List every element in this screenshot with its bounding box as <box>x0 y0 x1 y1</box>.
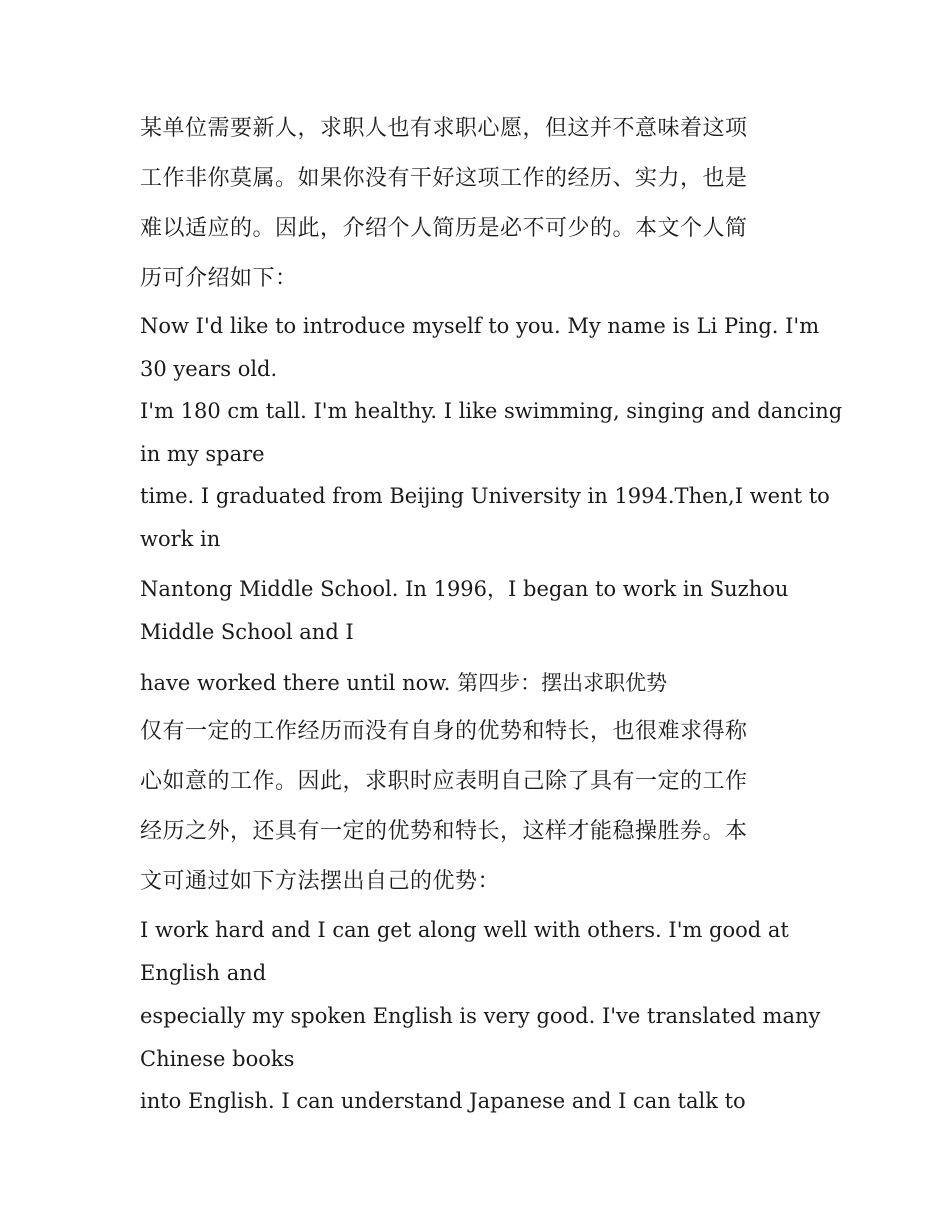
text-line: 文可通过如下方法摆出自己的优势： <box>140 869 501 894</box>
paragraph-intro-chinese <box>140 104 820 304</box>
text-line: English and <box>140 961 267 985</box>
paragraph-self-introduction <box>140 305 820 391</box>
paragraph-work-history <box>140 568 820 654</box>
text-line: Now I'd like to introduce myself to you. My name is Li Ping. I'm <box>140 314 820 338</box>
paragraph-hobbies <box>140 390 843 476</box>
text-line: 30 years old. <box>140 357 278 381</box>
text-line: especially my spoken English is very good. I've translated many <box>140 1004 821 1028</box>
paragraph-english-skills <box>140 995 820 1081</box>
text-line: time. I graduated from Beijing University in 1994.Then,I went to <box>140 484 830 508</box>
text-line: work in <box>140 527 221 551</box>
text-line: 仅有一定的工作经历而没有自身的优势和特长，也很难求得称 <box>140 719 748 744</box>
text-line: Chinese books <box>140 1047 295 1071</box>
text-line: 经历之外，还具有一定的优势和特长，这样才能稳操胜券。本 <box>140 819 748 844</box>
text-line: have worked there until now. 第四步：摆出求职优势 <box>140 671 668 695</box>
text-line: 某单位需要新人，求职人也有求职心愿，但这并不意味着这项 <box>140 116 748 141</box>
text-line: I'm 180 cm tall. I'm healthy. I like swimming, singing and dancing <box>140 399 843 423</box>
text-line: Middle School and I <box>140 620 354 644</box>
paragraph-japanese-skills <box>140 1080 820 1123</box>
text-line: 历可介绍如下： <box>140 266 298 291</box>
text-line: I work hard and I can get along well with others. I'm good at <box>140 918 789 942</box>
paragraph-education <box>140 475 830 561</box>
paragraph-advantages-chinese <box>140 707 820 907</box>
text-line: 难以适应的。因此，介绍个人简历是必不可少的。本文个人简 <box>140 216 748 241</box>
text-line: 心如意的工作。因此，求职时应表明自己除了具有一定的工作 <box>140 769 748 794</box>
text-line: 工作非你莫属。如果你没有干好这项工作的经历、实力，也是 <box>140 166 748 191</box>
text-line: Nantong Middle School. In 1996，I began to work in Suzhou <box>140 577 789 601</box>
paragraph-step-four-heading <box>140 662 820 705</box>
text-line: into English. I can understand Japanese and I can talk to <box>140 1089 746 1113</box>
text-line: in my spare <box>140 442 265 466</box>
paragraph-work-attitude <box>140 909 820 995</box>
